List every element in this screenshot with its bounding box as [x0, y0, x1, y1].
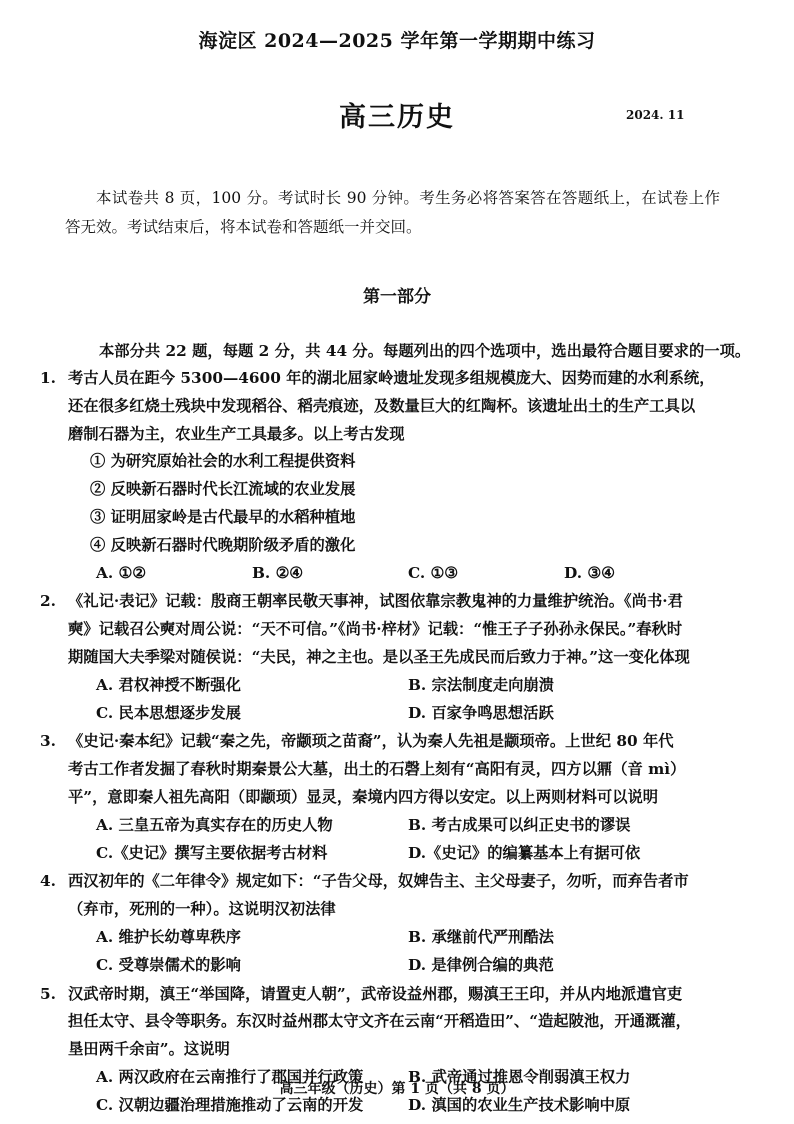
- question-stem-line: [40, 896, 720, 924]
- question-stem-line: [40, 393, 720, 421]
- question-5: [40, 981, 720, 1120]
- answer-option-c: C.《史记》撰写主要依据考古材料: [96, 843, 328, 862]
- question-stem-text: 汉武帝时期，滇王“举国降，请置吏人朝”，武帝设益州郡，赐滇王王印，并从内地派遣官吏: [68, 984, 683, 1003]
- question-stem-text: 奭》记载召公奭对周公说：“天不可信。”《尚书·梓材》记载：“惟王子子孙孙永保民。”春秋时: [68, 620, 683, 639]
- question-1: [40, 365, 720, 587]
- question-number: 5.: [40, 984, 56, 1003]
- question-number: [40, 421, 68, 449]
- statement-list: [40, 448, 720, 559]
- answer-option-a: A. 两汉政府在云南推行了郡国并行政策: [96, 1067, 364, 1086]
- question-list: [40, 365, 720, 1121]
- answer-option-b: B. 考古成果可以纠正史书的谬误: [408, 815, 631, 834]
- part-title: 第一部分: [363, 287, 431, 307]
- question-number: 2.: [40, 592, 56, 611]
- question-stem-line: [40, 365, 720, 393]
- question-number: 3.: [40, 732, 56, 751]
- question-number: [40, 784, 68, 812]
- option-list: [40, 560, 720, 588]
- question-stem-text: 平”，意即秦人祖先高阳（即颛顼）显灵，秦境内四方得以安定。以上两则材料可以说明: [68, 787, 659, 806]
- answer-option-c: C. 汉朝边疆治理措施推动了云南的开发: [96, 1095, 364, 1114]
- statement-item: ① 为研究原始社会的水利工程提供资料: [90, 452, 356, 471]
- exam-title: 海淀区 2024—2025 学年第一学期期中练习: [198, 30, 596, 52]
- question-stem-text: 担任太守、县令等职务。东汉时益州郡太守文齐在云南“开稻造田”、“造起陂池，开通溉灌，: [68, 1012, 691, 1031]
- answer-option-b: B. 承继前代严刑酷法: [408, 927, 554, 946]
- question-number: [40, 393, 68, 421]
- statement-item: ② 反映新石器时代长江流域的农业发展: [90, 480, 356, 499]
- statement-item: ④ 反映新石器时代晚期阶级矛盾的激化: [90, 535, 356, 554]
- question-stem-text: （弃市，死刑的一种）。这说明汉初法律: [68, 900, 336, 919]
- part-intro: 本部分共 22 题，每题 2 分，共 44 分。每题列出的四个选项中，选出最符合题目要求的一项。: [99, 342, 751, 360]
- question-stem-line: [40, 756, 720, 784]
- answer-option-b: B. 武帝通过推恩令削弱滇王权力: [408, 1067, 631, 1086]
- answer-option-d: D. 是律例合编的典范: [408, 955, 554, 974]
- answer-option-a: A. 维护长幼尊卑秩序: [96, 927, 241, 946]
- option-list: [40, 672, 720, 728]
- question-stem-line: [40, 981, 720, 1009]
- answer-option-d: D.《史记》的编纂基本上有据可依: [408, 843, 641, 862]
- answer-option-d: D. 百家争鸣思想活跃: [408, 703, 554, 722]
- answer-option-c: C. ①③: [408, 563, 458, 582]
- question-stem-text: 西汉初年的《二年律令》规定如下：“子告父母，奴婢告主、主父母妻子，勿听，而弃告者市: [68, 872, 689, 891]
- answer-option-d: D. ③④: [564, 563, 615, 582]
- answer-option-a: A. 君权神授不断强化: [96, 675, 241, 694]
- question-number: [40, 1008, 68, 1036]
- question-number: [40, 756, 68, 784]
- answer-option-d: D. 滇国的农业生产技术影响中原: [408, 1095, 631, 1114]
- question-number: [40, 616, 68, 644]
- question-stem-text: 期随国大夫季梁对随侯说：“夫民，神之主也。是以圣王先成民而后致力于神。”这一变化体现: [68, 647, 690, 666]
- answer-option-b: B. 宗法制度走向崩溃: [408, 675, 554, 694]
- question-4: [40, 868, 720, 979]
- question-stem-line: [40, 1036, 720, 1064]
- answer-option-b: B. ②④: [252, 563, 304, 582]
- question-number: [40, 644, 68, 672]
- question-number: [40, 1036, 68, 1064]
- question-stem-line: [40, 1008, 720, 1036]
- answer-option-c: C. 民本思想逐步发展: [96, 703, 241, 722]
- question-stem-line: [40, 868, 720, 896]
- question-number: 4.: [40, 872, 56, 891]
- question-number: 1.: [40, 369, 56, 387]
- question-stem-line: [40, 616, 720, 644]
- question-stem-text: 《礼记·表记》记载：殷商王朝率民敬天事神，试图依靠宗教鬼神的力量维护统治。《尚书·君: [68, 592, 683, 611]
- exam-date: 2024. 11: [626, 108, 685, 122]
- question-3: [40, 728, 720, 867]
- answer-option-a: A. ①②: [96, 563, 146, 582]
- statement-item: ③ 证明屈家岭是古代最早的水稻种植地: [90, 507, 356, 526]
- question-stem-line: [40, 588, 720, 616]
- exam-instructions: 本试卷共 8 页，100 分。考试时长 90 分钟。考生务必将答案答在答题纸上，在试卷上作答无效。考试结束后，将本试卷和答题纸一并交回。: [65, 189, 720, 236]
- question-stem-line: [40, 644, 720, 672]
- option-list: [40, 924, 720, 980]
- page-footer: 高三年级（历史）第 1 页（共 8 页）: [279, 1081, 515, 1097]
- question-stem-text: 考古人员在距今 5300—4600 年的湖北屈家岭遗址发现多组规模庞大、因势而建的水利系统，: [68, 369, 715, 387]
- subject-title: 高三历史: [339, 102, 455, 133]
- question-stem-text: 考古工作者发掘了春秋时期秦景公大墓，出土的石磬上刻有“高阳有灵，四方以鼏（音 mì）: [68, 760, 686, 779]
- option-list: [40, 812, 720, 868]
- question-stem-line: [40, 421, 720, 449]
- question-stem-text: 垦田两千余亩”。这说明: [68, 1040, 230, 1059]
- question-2: [40, 588, 720, 727]
- question-stem-text: 磨制石器为主，农业生产工具最多。以上考古发现: [68, 424, 405, 443]
- question-stem-line: [40, 728, 720, 756]
- question-number: [40, 896, 68, 924]
- question-stem-text: 《史记·秦本纪》记载“秦之先，帝颛顼之苗裔”，认为秦人先祖是颛顼帝。上世纪 80 年代: [68, 732, 674, 751]
- answer-option-c: C. 受尊崇儒术的影响: [96, 955, 241, 974]
- answer-option-a: A. 三皇五帝为真实存在的历史人物: [96, 815, 333, 834]
- question-stem-line: [40, 784, 720, 812]
- question-stem-text: 还在很多红烧土残块中发现稻谷、稻壳痕迹，及数量巨大的红陶杯。该遗址出土的生产工具以: [68, 396, 696, 415]
